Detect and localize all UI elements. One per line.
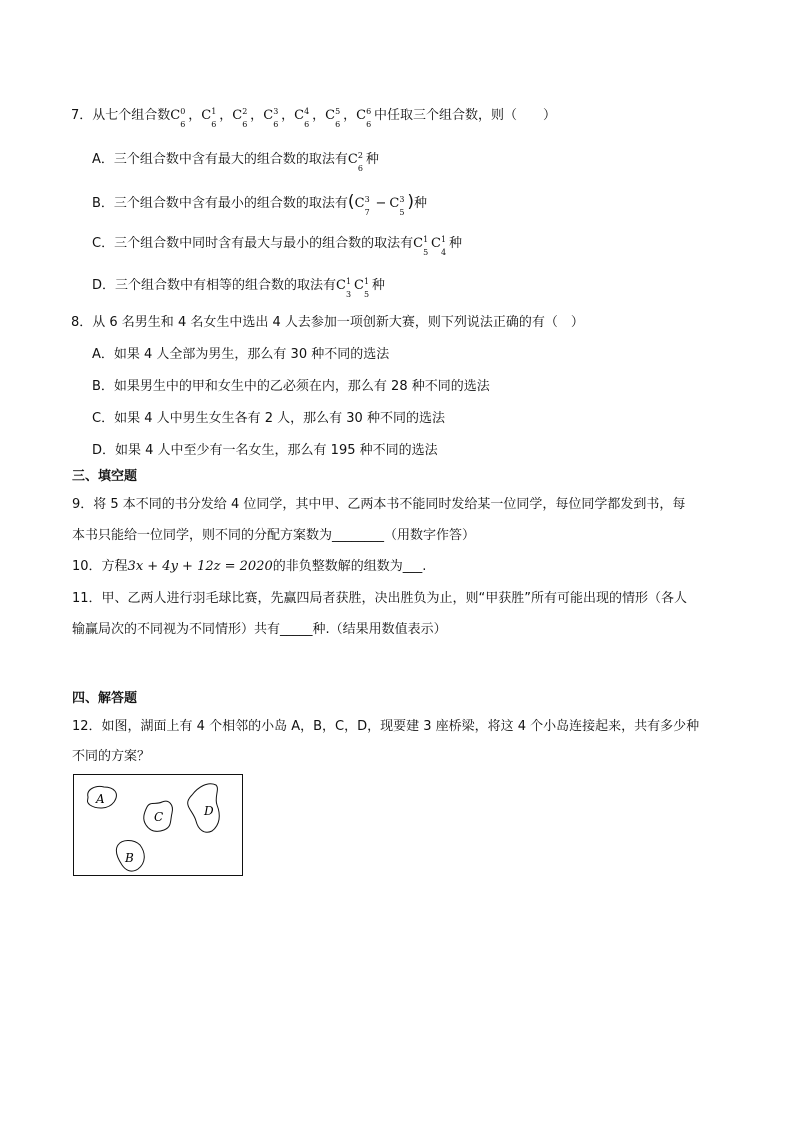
q7-d-end: 种: [371, 278, 385, 293]
separator: ，: [312, 108, 326, 123]
q10-prefix: 10．方程: [72, 559, 128, 574]
q7-option-c: [92, 235, 462, 257]
separator: ，: [281, 108, 295, 123]
island-label-a: A: [96, 792, 105, 806]
q10: [72, 558, 426, 576]
section-title-fill-blank: 三、填空题: [72, 469, 138, 484]
q10-suffix: 的非负整数解的组数为___.: [272, 559, 427, 574]
q7-comb-3: C 3 6: [263, 107, 279, 129]
q7-d-text: D．三个组合数中有相等的组合数的取法有: [92, 278, 337, 293]
q10-equation: 3x + 4y + 12z = 2020: [127, 559, 273, 574]
q7-prefix: 7．从七个组合数: [71, 108, 171, 123]
q7-comb-2: C 2 6: [232, 107, 248, 129]
q9-line1: 9．将 5 本不同的书分发给 4 位同学，其中甲、乙两本书不能同时发给某一位同学，每位同学都发到书，每: [72, 497, 686, 512]
island-label-c: C: [154, 810, 164, 824]
q7-suffix: 中任取三个组合数，则（ ）: [374, 108, 557, 123]
paren-left: (: [347, 192, 355, 212]
q8-option-d: D．如果 4 人中至少有一名女生，那么有 195 种不同的选法: [92, 443, 438, 458]
q7-comb-5: C 5 6: [325, 107, 341, 129]
q7-option-a: [92, 151, 379, 173]
separator: ，: [188, 108, 202, 123]
q7-option-b: [92, 192, 428, 217]
q8-option-a: A．如果 4 人全部为男生，那么有 30 种不同的选法: [92, 347, 390, 362]
q7-option-d: [92, 277, 385, 299]
q7-a-comb: C 2 6: [347, 151, 363, 173]
q7-b-comb1: C 3 7: [354, 195, 370, 217]
q7-a-end: 种: [365, 152, 379, 167]
island-label-d: D: [204, 804, 214, 818]
island-label-b: B: [125, 851, 134, 865]
minus: −: [375, 196, 387, 211]
q12-line2: 不同的方案？: [72, 749, 151, 764]
q11-line1: 11．甲、乙两人进行羽毛球比赛，先赢四局者获胜，决出胜负为止，则“甲获胜”所有可能出现的情形（各人: [72, 591, 688, 606]
q9-line2: 本书只能给一位同学，则不同的分配方案数为________（用数字作答）: [72, 528, 476, 543]
q7-d-comb1: C 1 3: [336, 277, 352, 299]
q7-comb-6: C 6 6: [356, 107, 372, 129]
q7-comb-1: C 1 6: [201, 107, 217, 129]
q7-b-text: B．三个组合数中含有最小的组合数的取法有: [92, 196, 348, 211]
q7-b-end: 种: [414, 196, 428, 211]
q7-a-text: A．三个组合数中含有最大的组合数的取法有: [92, 152, 348, 167]
islands-figure: [73, 774, 243, 876]
q7-c-comb2: C 1 4: [431, 235, 447, 257]
q7-b-comb2: C 3 5: [389, 195, 405, 217]
paren-right: ): [407, 192, 415, 212]
q7-d-comb2: C 1 5: [353, 277, 370, 299]
q7-comb-0: C 0 6: [170, 107, 186, 129]
q8-stem: 8．从 6 名男生和 4 名女生中选出 4 人去参加一项创新大赛，则下列说法正确的有（ ）: [71, 315, 584, 330]
q7-stem: [71, 107, 557, 129]
q7-c-text: C．三个组合数中同时含有最大与最小的组合数的取法有: [92, 236, 414, 251]
separator: ，: [219, 108, 233, 123]
q7-comb-list: [170, 107, 374, 129]
section-title-answer: 四、解答题: [72, 691, 138, 706]
q12-line1: 12．如图，湖面上有 4 个相邻的小岛 A，B，C，D，现要建 3 座桥梁，将这 4 个小岛连接起来，共有多少种: [72, 719, 700, 734]
q11-line2: 输赢局次的不同视为不同情形）共有_____种.（结果用数值表示）: [72, 622, 447, 637]
q8-option-c: C．如果 4 人中男生女生各有 2 人，那么有 30 种不同的选法: [92, 411, 445, 426]
separator: ，: [250, 108, 264, 123]
separator: ，: [343, 108, 357, 123]
q7-comb-4: C 4 6: [294, 107, 310, 129]
q7-c-end: 种: [448, 236, 462, 251]
q7-c-comb1: C 1 5: [413, 235, 429, 257]
q8-option-b: B．如果男生中的甲和女生中的乙必须在内，那么有 28 种不同的选法: [92, 379, 490, 394]
